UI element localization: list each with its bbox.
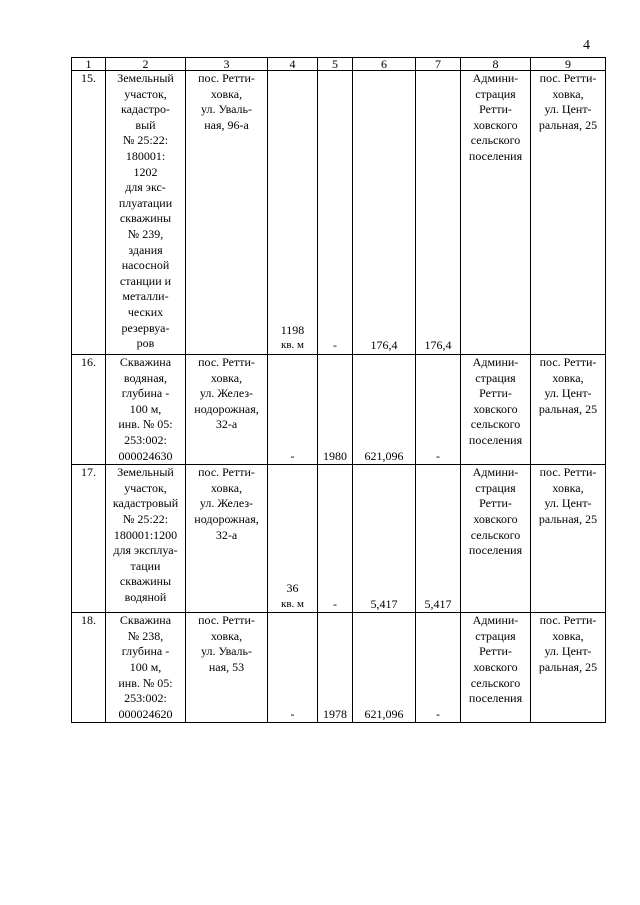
column-header: 7 [416, 58, 461, 71]
table-row [72, 71, 606, 355]
holder-address: пос. Ретти- ховка, ул. Цент- ральная, 25 [531, 613, 606, 723]
object-name: Скважина водяная, глубина - 100 м, инв. № 05: 253:002: 000024630 [106, 355, 186, 465]
balance-value: 621,096 [353, 355, 416, 465]
area-value: 1198 [280, 322, 305, 337]
object-area [268, 71, 318, 355]
table-header-row [72, 58, 606, 71]
object-year: 1980 [318, 355, 353, 465]
holder-name: Админи- страция Ретти- ховского сельского поселения [461, 71, 531, 355]
row-number: 17. [72, 465, 106, 613]
object-address: пос. Ретти- ховка, ул. Желез- нодорожная, 32-а [186, 355, 268, 465]
table-row [72, 465, 606, 613]
column-header: 5 [318, 58, 353, 71]
object-year: - [318, 465, 353, 613]
holder-name: Админи- страция Ретти- ховского сельского поселения [461, 355, 531, 465]
column-header: 9 [531, 58, 606, 71]
table-row [72, 355, 606, 465]
area-unit: кв. м [281, 597, 304, 610]
area-value: - [290, 448, 295, 463]
holder-address: пос. Ретти- ховка, ул. Цент- ральная, 25 [531, 465, 606, 613]
balance-value: 621,096 [353, 613, 416, 723]
balance-value: 176,4 [353, 71, 416, 355]
object-year: - [318, 71, 353, 355]
area-value: 36 [286, 580, 299, 595]
column-header: 4 [268, 58, 318, 71]
page-number: 4 [583, 38, 590, 53]
object-area [268, 355, 318, 465]
column-header: 2 [106, 58, 186, 71]
column-header: 1 [72, 58, 106, 71]
object-name: Земельный участок, кадастро- вый № 25:22: 180001: 1202 для экс- плуатации скважины № 239, здания насосной станции и металли- ческих резервуа- ров [106, 71, 186, 355]
object-area [268, 465, 318, 613]
balance-value: 5,417 [353, 465, 416, 613]
table-row [72, 613, 606, 723]
row-number: 16. [72, 355, 106, 465]
column-header: 8 [461, 58, 531, 71]
object-name: Земельный участок, кадастровый № 25:22: 180001:1200 для эксплуа- тации скважины водяной [106, 465, 186, 613]
object-name: Скважина № 238, глубина - 100 м, инв. № 05: 253:002: 000024620 [106, 613, 186, 723]
row-number: 18. [72, 613, 106, 723]
holder-address: пос. Ретти- ховка, ул. Цент- ральная, 25 [531, 71, 606, 355]
object-address: пос. Ретти- ховка, ул. Уваль- ная, 53 [186, 613, 268, 723]
area-unit: кв. м [281, 339, 304, 352]
object-year: 1978 [318, 613, 353, 723]
row-number: 15. [72, 71, 106, 355]
holder-name: Админи- страция Ретти- ховского сельского поселения [461, 465, 531, 613]
residual-value: 176,4 [416, 71, 461, 355]
object-address: пос. Ретти- ховка, ул. Желез- нодорожная, 32-а [186, 465, 268, 613]
property-registry-table [71, 57, 606, 723]
holder-name: Админи- страция Ретти- ховского сельского поселения [461, 613, 531, 723]
residual-value: - [416, 355, 461, 465]
holder-address: пос. Ретти- ховка, ул. Цент- ральная, 25 [531, 355, 606, 465]
area-value: - [290, 706, 295, 721]
object-address: пос. Ретти- ховка, ул. Уваль- ная, 96-а [186, 71, 268, 355]
residual-value: 5,417 [416, 465, 461, 613]
column-header: 3 [186, 58, 268, 71]
object-area [268, 613, 318, 723]
residual-value: - [416, 613, 461, 723]
column-header: 6 [353, 58, 416, 71]
